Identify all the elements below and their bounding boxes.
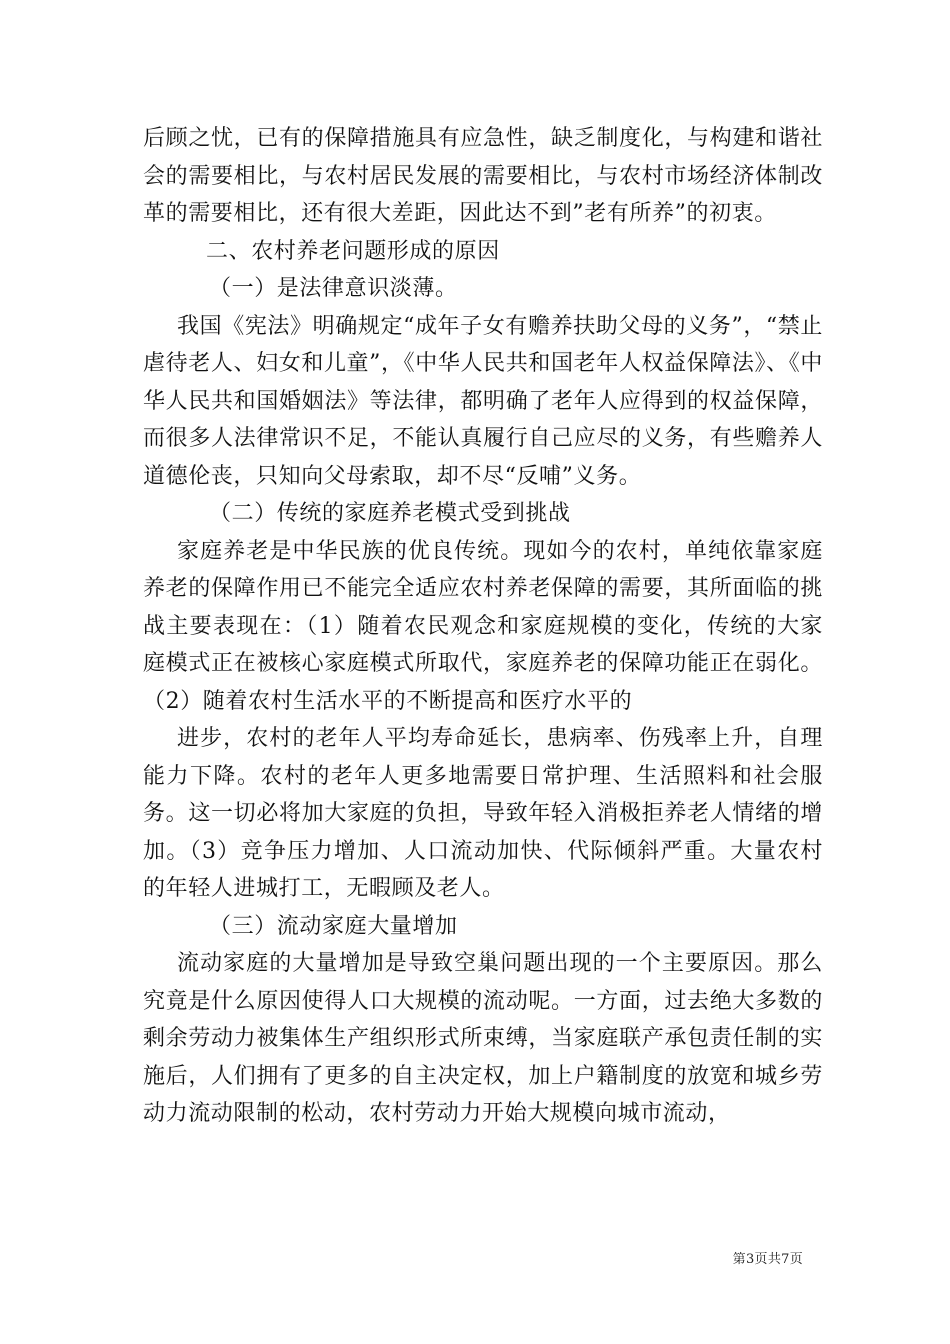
paragraph: 进步，农村的老年人平均寿命延长，患病率、伤残率上升，自理能力下降。农村的老年人更多地需要日常护理、生活照料和社会服务。这一切必将加大家庭的负担，导致年轻入消极拒养老人情绪的增加。（3）竞争压力增加、人口流动加快、代际倾斜严重。大量农村的年轻人进城打工，无暇顾及老人。: [143, 726, 823, 901]
subsection-heading: （二）传统的家庭养老模式受到挑战: [209, 501, 571, 526]
subsection-heading: （一）是法律意识淡薄。: [209, 276, 458, 301]
paragraph-continuation: 后顾之忧，已有的保障措施具有应急性，缺乏制度化，与构建和谐社会的需要相比，与农村居民发展的需要相比，与农村市场经济体制改革的需要相比，还有很大差距，因此达不到”老有所养”的初衷。: [143, 126, 823, 226]
document-body: [143, 120, 823, 1133]
subsection-heading: （三）流动家庭大量增加: [209, 913, 458, 939]
paragraph: 家庭养老是中华民族的优良传统。现如今的农村，单纯依靠家庭养老的保障作用已不能完全适应农村养老保障的需要，其所面临的挑战主要表现在：（1）随着农民观念和家庭规模的变化，传统的大家庭模式正在被核心家庭模式所取代，家庭养老的保障功能正在弱化。（2）随着农村生活水平的不断提高和医疗水平的: [143, 538, 823, 714]
paragraph: 我国《宪法》明确规定“成年子女有赡养扶助父母的义务”，“禁止虐待老人、妇女和儿童”，《中华人民共和国老年人权益保障法》、《中华人民共和国婚姻法》等法律，都明确了老年人应得到的权益保障，而很多人法律常识不足，不能认真履行自己应尽的义务，有些赡养人道德伦丧，只知向父母索取，却不尽“反哺”义务。: [143, 313, 823, 489]
paragraph: 流动家庭的大量增加是导致空巢问题出现的一个主要原因。那么究竟是什么原因使得人口大规模的流动呢。一方面，过去绝大多数的剩余劳动力被集体生产组织形式所束缚，当家庭联产承包责任制的实施后，人们拥有了更多的自主决定权，加上户籍制度的放宽和城乡劳动力流动限制的松动，农村劳动力开始大规模向城市流动，: [143, 951, 823, 1126]
page-number-footer: 第3页共7页: [732, 1252, 803, 1267]
section-heading: 二、农村养老问题形成的原因: [206, 238, 500, 264]
